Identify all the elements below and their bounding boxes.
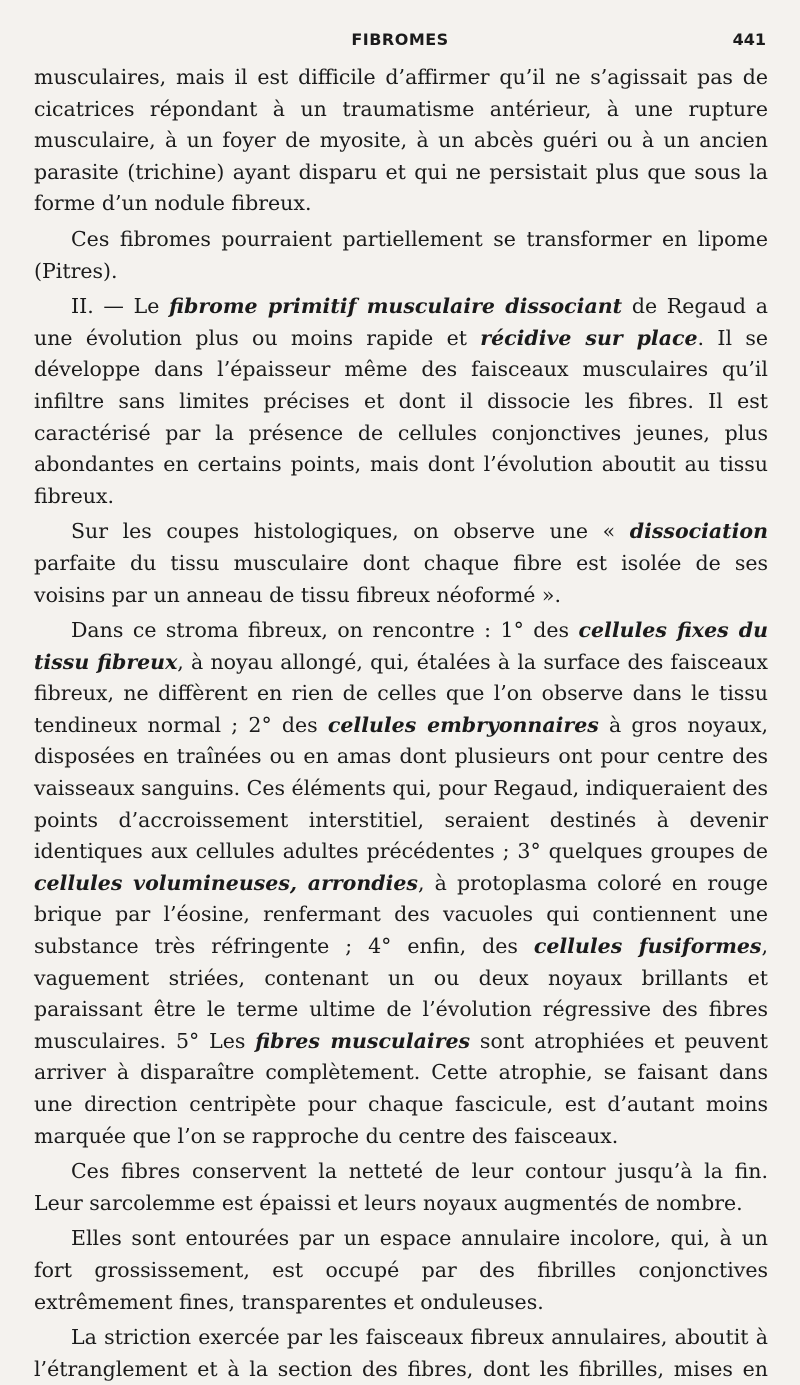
text-run: Ces fibres conservent la netteté de leur contour jusqu’à la fin. Leur sarcolemme est épaissi et leurs noyaux augmentés de nombre. (34, 1159, 768, 1215)
emphasis-text: cellules volumineuses, arrondies (34, 870, 418, 895)
text-run: parfaite du tissu musculaire dont chaque fibre est isolée de ses voisins par un anneau de tissu fibreux néoformé ». (34, 550, 768, 607)
emphasis-text: fibrome primitif musculaire dissociant (169, 294, 623, 319)
text-run: , vaguement striées, contenant un ou deux noyaux brillants et paraissant être le terme ultime de l’évolution régressive des fibres musculaires. 5° Les (34, 934, 768, 1053)
paragraph (34, 1223, 768, 1318)
body-text (34, 62, 768, 1385)
text-run: de Regaud a une évolution plus ou moins rapide et (34, 294, 768, 350)
emphasis-text: dissociation (629, 519, 768, 544)
page-number: 441 (732, 30, 766, 49)
emphasis-text: cellules fusiformes (533, 934, 762, 959)
text-run: La striction exercée par les faisceaux fibreux annulaires, aboutit à l’étranglement et à la section des fibres, dont les fibrilles, mises en (34, 1325, 768, 1381)
text-run: Elles sont entourées par un espace annulaire incolore, qui, à un fort grossissement, est occupé par des fibrilles conjonctives extrêmement fines, transparentes et onduleuses. (34, 1226, 768, 1314)
text-run: II. — Le (71, 294, 170, 319)
emphasis-text: cellules embryonnaires (327, 712, 599, 737)
text-run: , à protoplasma coloré en rouge brique par l’éosine, renfermant des vacuoles qui contiennent une substance très réfringente ; 4° enfin, des (34, 870, 768, 959)
text-run: musculaires, mais il est difficile d’affirmer qu’il ne s’agissait pas de cicatrices répondant à un traumatisme antérieur, à une rupture musculaire, à un foyer de myosite, à un abcès guéri ou à un ancien parasite (trichine) ayant disparu et qui ne persistait plus que sous la forme d’un nodule fibreux. (34, 65, 768, 216)
text-run: . Il se développe dans l’épaisseur même des faisceaux musculaires qu’il infiltre sans limites précises et dont il dissocie les fibres. Il est caractérisé par la présence de cellules conjonctives jeunes, plus abondantes en certains points, mais dont l’évolution aboutit au tissu fibreux. (34, 325, 768, 508)
paragraph (34, 291, 768, 512)
text-run: Ces fibromes pourraient partiellement se transformer en lipome (Pitres). (34, 226, 768, 283)
text-run: Sur les coupes histologiques, on observe une « (71, 519, 630, 544)
paragraph (34, 615, 768, 1152)
emphasis-text: fibres musculaires (255, 1028, 471, 1053)
text-run: Dans ce stroma fibreux, on rencontre : 1° des (71, 618, 579, 643)
paragraph (34, 1322, 768, 1385)
paragraph (34, 62, 768, 220)
paragraph (34, 224, 768, 287)
text-run: , à noyau allongé, qui, étalées à la surface des faisceaux fibreux, ne diffèrent en rien de celles que l’on observe dans le tissu tendineux normal ; 2° des (34, 649, 768, 737)
emphasis-text: récidive sur place (480, 325, 698, 350)
text-run: à gros noyaux, disposées en traînées ou en amas dont plusieurs ont pour centre des vaisseaux sanguins. Ces éléments qui, pour Regaud, indiqueraient des points d’accroissement interstitiel, seraient destinés à devenir identiques aux cellules adultes précédentes ; 3° quelques groupes de (34, 712, 769, 864)
running-title: FIBROMES (351, 30, 449, 49)
text-run: sont atrophiées et peuvent arriver à disparaître complètement. Cette atrophie, se faisant dans une direction centripète pour chaque fascicule, est d’autant moins marquée que l’on se rapproche du centre des faisceaux. (34, 1028, 769, 1148)
emphasis-text: cellules fixes du tissu fibreux (34, 618, 768, 674)
paragraph (34, 516, 768, 611)
paragraph (34, 1156, 768, 1219)
page-header (34, 30, 766, 56)
